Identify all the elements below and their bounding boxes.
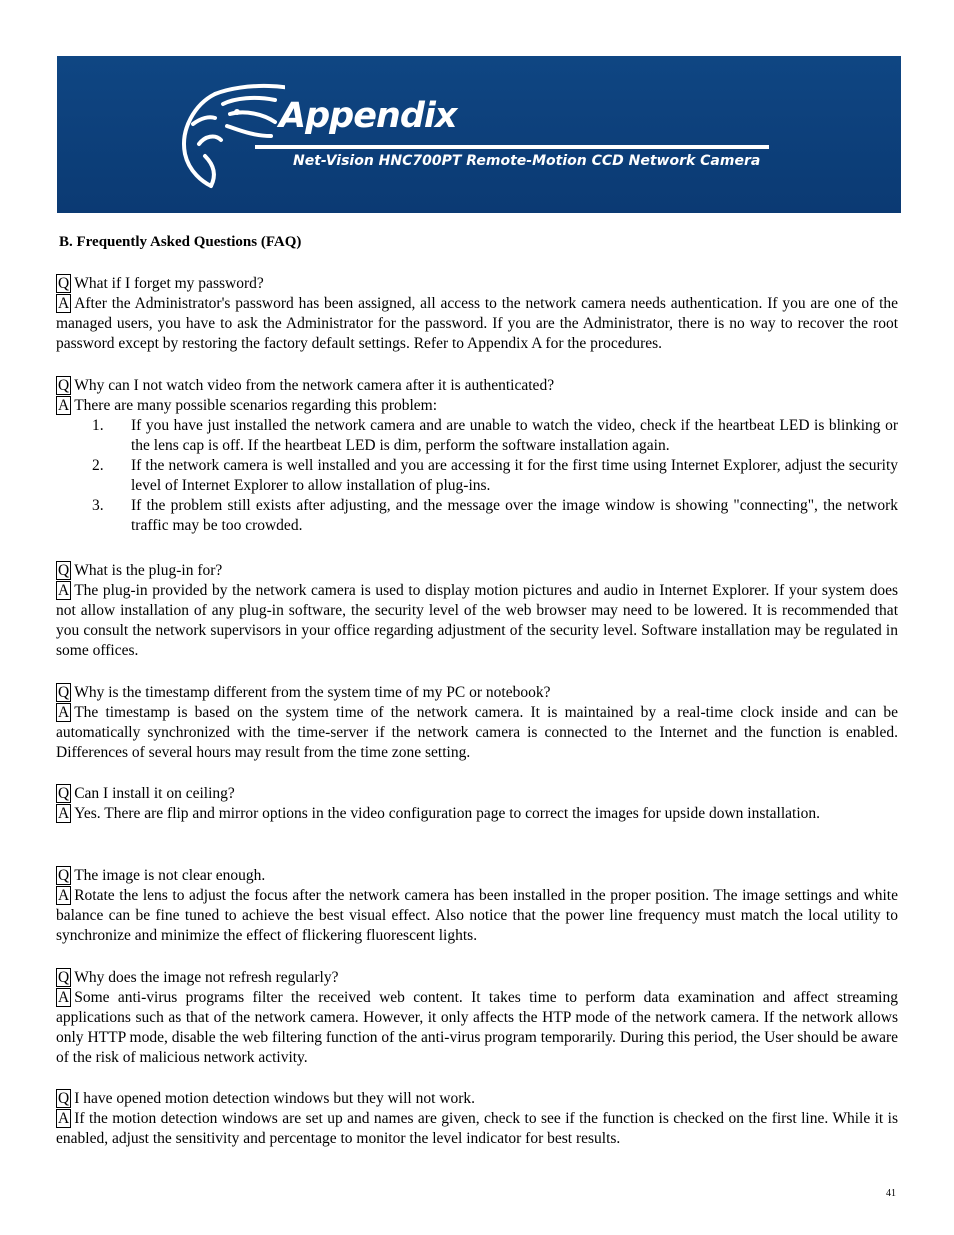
answer-line (56, 396, 898, 416)
list-item (56, 416, 898, 456)
question-line (56, 968, 898, 988)
section-title: B. Frequently Asked Questions (FAQ) (59, 234, 302, 250)
faq-item (56, 376, 898, 536)
a-marker: A (58, 397, 70, 414)
answer-text: If the motion detection windows are set up and names are given, check to see if the function is checked on the first line. While it is enabled, adjust the sensitivity and percentage to monitor the level indicator for best results. (56, 1110, 898, 1147)
question-text: Why can I not watch video from the network camera after it is authenticated? (74, 377, 555, 394)
a-marker: A (58, 1110, 70, 1127)
question-text: Why is the timestamp different from the system time of my PC or notebook? (74, 684, 551, 701)
answer-line (56, 886, 898, 946)
faq-item (56, 866, 898, 946)
answer-text: Rotate the lens to adjust the focus after the network camera has been installed in the proper position. The image settings and white balance can be fine tuned to achieve the best visual effect. Also notice that the power line frequency must match the local utility to synchronize and minimize the effect of flickering fluorescent lights. (56, 887, 898, 944)
list-text: If the problem still exists after adjusting, and the message over the image window is showing "connecting", the network traffic may be too crowded. (131, 497, 898, 534)
faq-item (56, 1089, 898, 1149)
answer-line (56, 581, 898, 661)
page-number: 41 (886, 1188, 896, 1199)
banner-title: Appendix (279, 96, 457, 136)
faq-item (56, 561, 898, 661)
a-marker: A (58, 582, 70, 599)
question-line (56, 866, 898, 886)
answer-text: There are many possible scenarios regarding this problem: (74, 397, 438, 414)
banner-divider (255, 145, 769, 149)
scenario-list (56, 416, 898, 536)
q-marker: Q (58, 275, 70, 292)
q-marker: Q (58, 562, 70, 579)
question-text: What is the plug-in for? (74, 562, 223, 579)
answer-text: After the Administrator's password has been assigned, all access to the network camera needs authentication. If you are one of the managed users, you have to ask the Administrator for the password. If you are the Administrator, there is no way to recover the root password except by restoring the factory default settings. Refer to Appendix A for the procedures. (56, 295, 898, 352)
header-banner (57, 56, 901, 213)
answer-line (56, 804, 898, 824)
list-item (56, 456, 898, 496)
question-text: Why does the image not refresh regularly? (74, 969, 339, 986)
answer-line (56, 703, 898, 763)
question-line (56, 561, 898, 581)
answer-text: The plug-in provided by the network camera is used to display motion pictures and audio in Internet Explorer. If your system does not allow installation of any plug-in software, the security level of the web browser may need to be lowered. It is recommended that you consult the network supervisors in your office regarding adjustment of the security level. Software installation may be regulated in some offices. (56, 582, 898, 659)
answer-text: Yes. There are flip and mirror options in the video configuration page to correct the images for upside down installation. (74, 805, 821, 822)
list-number: 3. (92, 497, 104, 514)
faq-item (56, 274, 898, 354)
q-marker: Q (58, 377, 70, 394)
answer-line (56, 1109, 898, 1149)
list-number: 2. (92, 457, 104, 474)
question-line (56, 784, 898, 804)
a-marker: A (58, 704, 70, 721)
q-marker: Q (58, 969, 70, 986)
q-marker: Q (58, 785, 70, 802)
a-marker: A (58, 989, 70, 1006)
question-line (56, 376, 898, 396)
question-text: The image is not clear enough. (74, 867, 266, 884)
question-text: What if I forget my password? (74, 275, 264, 292)
faq-item (56, 683, 898, 763)
a-marker: A (58, 295, 70, 312)
list-item (56, 496, 898, 536)
faq-item (56, 784, 898, 824)
question-text: Can I install it on ceiling? (74, 785, 235, 802)
question-line (56, 683, 898, 703)
list-text: If the network camera is well installed and you are accessing it for the first time using Internet Explorer, adjust the security level of Internet Explorer to allow installation of plug-ins. (131, 457, 898, 494)
list-number: 1. (92, 417, 104, 434)
eagle-head-icon (175, 74, 285, 189)
question-line (56, 274, 898, 294)
list-text: If you have just installed the network camera and are unable to watch the video, check if the heartbeat LED is blinking or the lens cap is off. If the heartbeat LED is dim, perform the software installation again. (131, 417, 898, 454)
banner-subtitle: Net-Vision HNC700PT Remote-Motion CCD Network Camera (293, 153, 761, 169)
question-text: I have opened motion detection windows but they will not work. (74, 1090, 475, 1107)
q-marker: Q (58, 867, 70, 884)
question-line (56, 1089, 898, 1109)
answer-text: Some anti-virus programs filter the received web content. It takes time to perform data examination and affect streaming applications such as that of the network camera. However, it only affects the HTP mode of the network camera. If the network allows only HTTP mode, disable the web filtering function of the anti-virus program temporarily. During this period, the User should be aware of the risk of malicious network activity. (56, 989, 898, 1066)
q-marker: Q (58, 684, 70, 701)
answer-line (56, 988, 898, 1068)
a-marker: A (58, 887, 70, 904)
faq-item (56, 968, 898, 1068)
q-marker: Q (58, 1090, 70, 1107)
a-marker: A (58, 805, 70, 822)
answer-text: The timestamp is based on the system time of the network camera. It is maintained by a real-time clock inside and can be automatically synchronized with the time-server if the network camera is connected to the Internet and the function is enabled. Differences of several hours may result from the time zone setting. (56, 704, 898, 761)
answer-line (56, 294, 898, 354)
